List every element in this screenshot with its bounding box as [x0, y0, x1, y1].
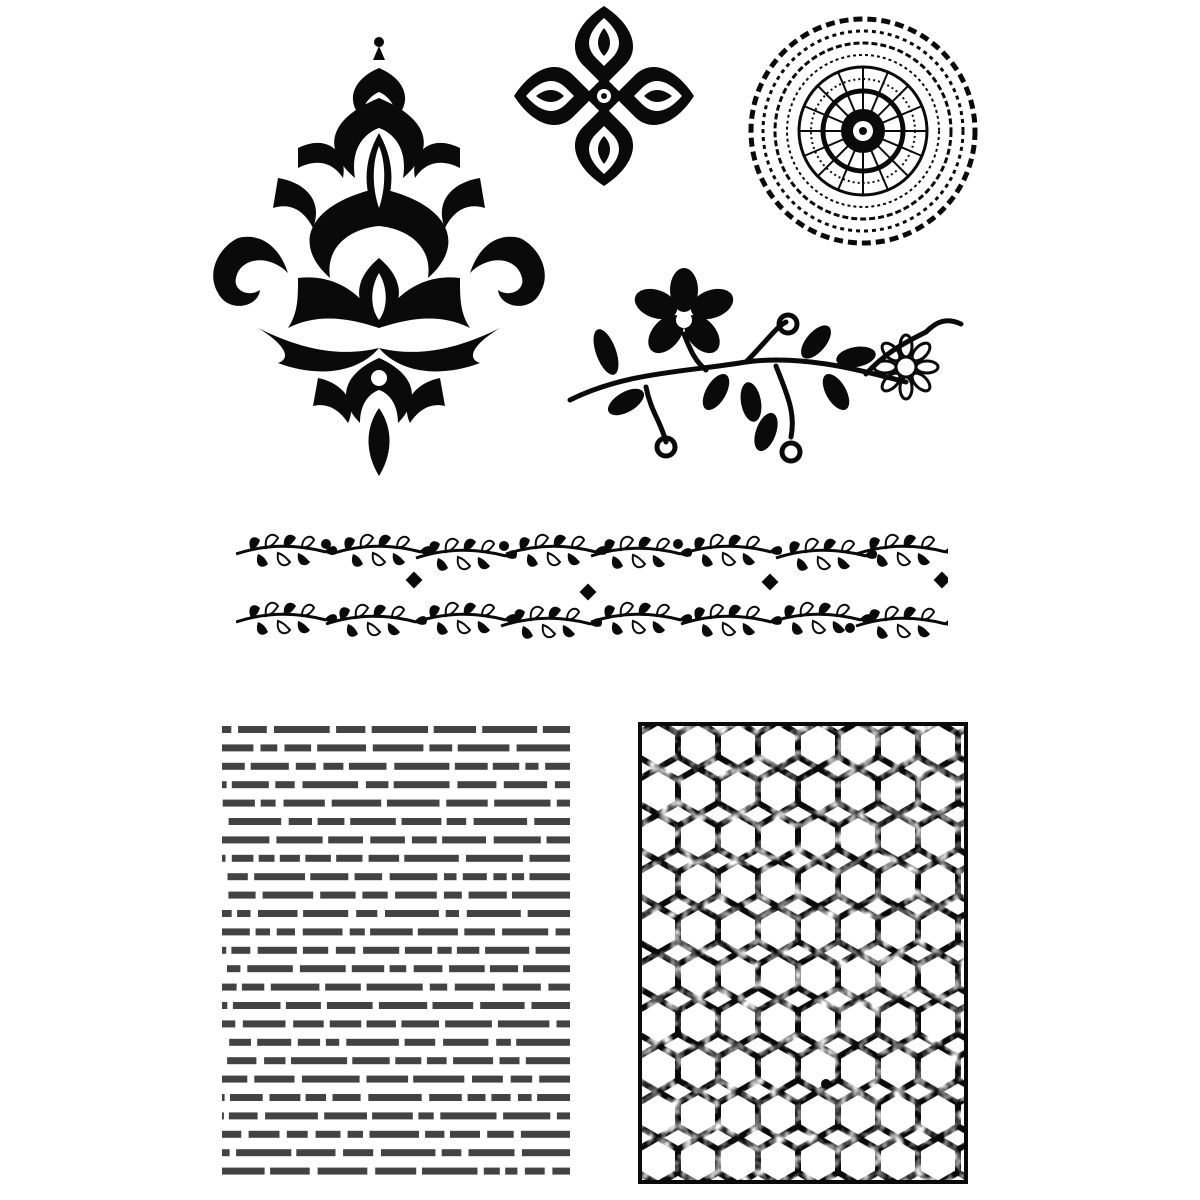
mirrored-script-text-stamp — [222, 722, 570, 1184]
damask-diamond-stamp — [198, 28, 560, 478]
quatrefoil-medallion-stamp — [512, 4, 696, 188]
mirrored-text-body — [222, 722, 570, 1184]
lace-doily-stamp — [738, 6, 988, 256]
text-texture — [222, 722, 570, 1184]
flower-branch-stamp — [566, 262, 970, 474]
leaf-vine-border-stamp — [236, 524, 948, 654]
distressed-honeycomb-stamp — [638, 722, 968, 1184]
